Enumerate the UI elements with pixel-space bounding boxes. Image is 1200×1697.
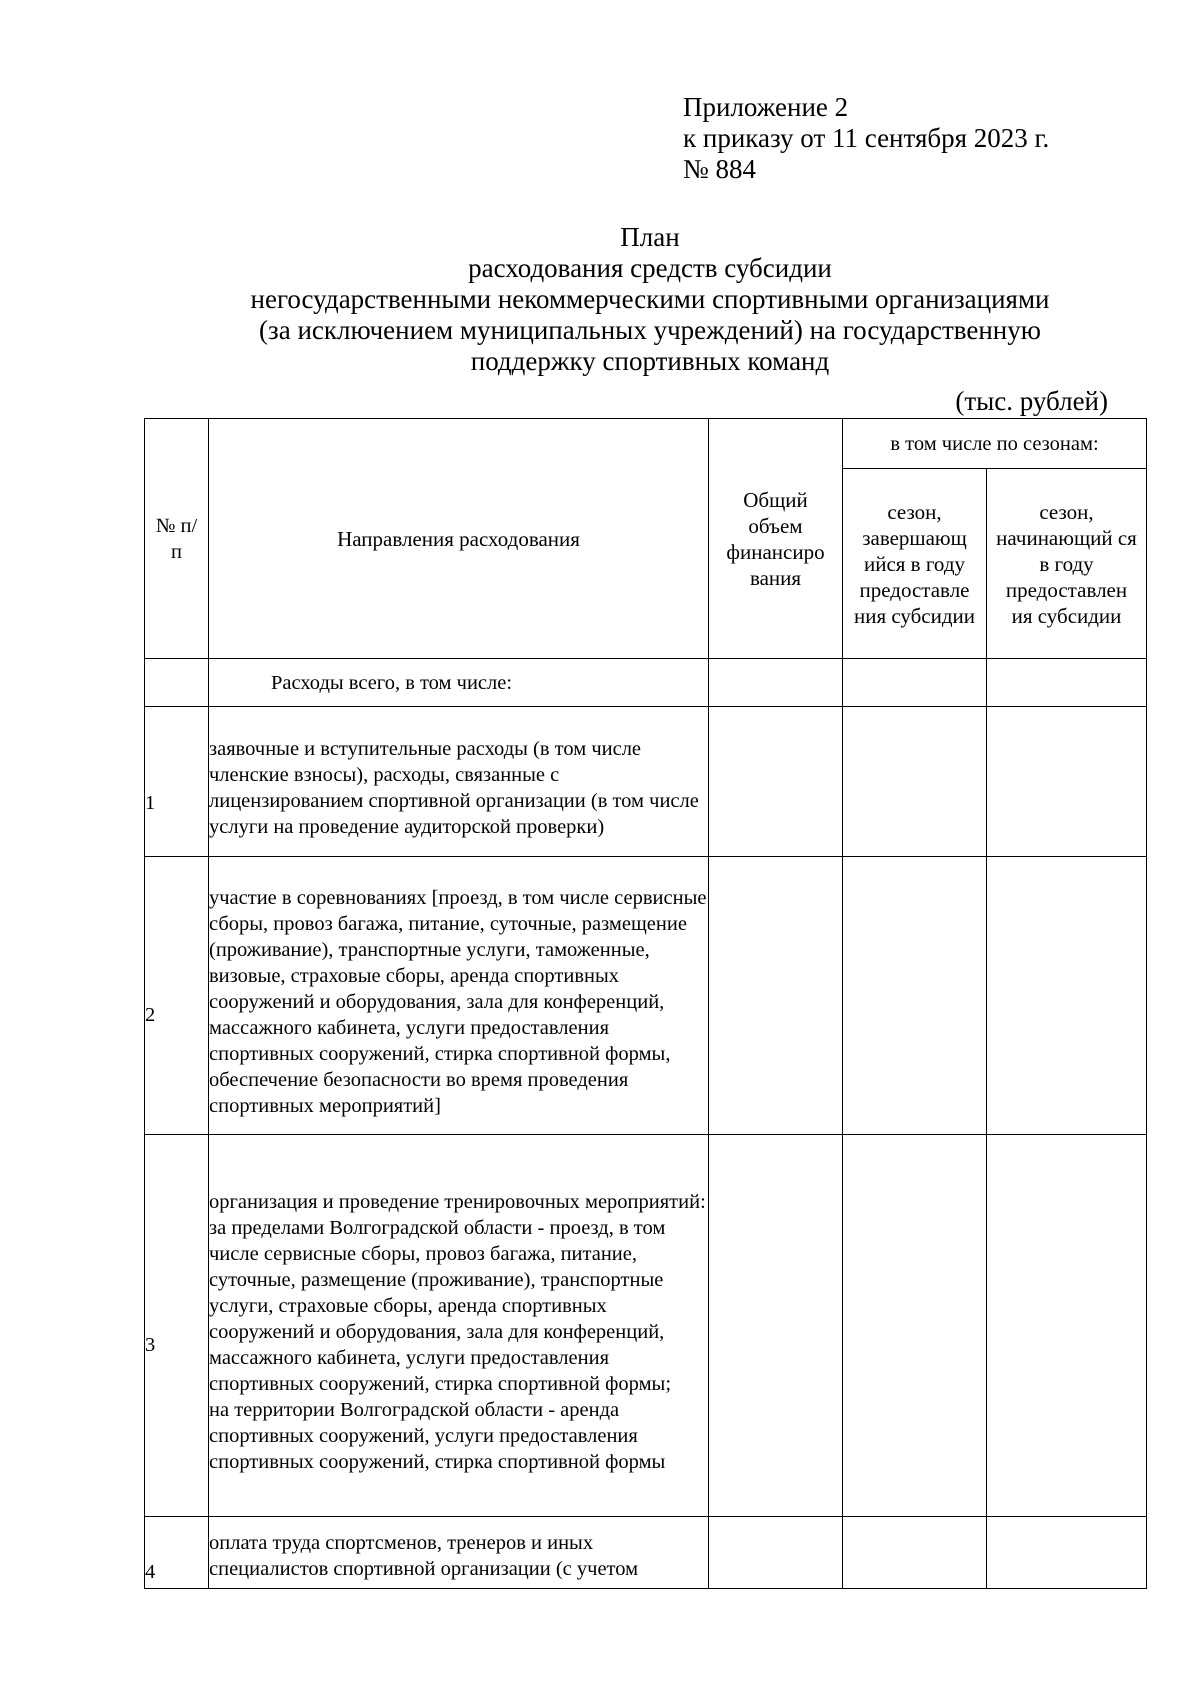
- total-amount-cell: [709, 659, 843, 707]
- title-line-4: (за исключением муниципальных учреждений) на государственную: [259, 315, 1041, 345]
- appendix-title: Приложение 2: [683, 92, 849, 122]
- row-number: 2: [145, 857, 209, 1135]
- appendix-block: [683, 92, 1049, 185]
- table-row: [145, 707, 1147, 857]
- row-amount-cell: [709, 1517, 843, 1589]
- header-seasons: в том числе по сезонам:: [843, 419, 1147, 469]
- row-season-ending-cell: [843, 1135, 987, 1517]
- row-season-starting-cell: [987, 857, 1147, 1135]
- total-label: Расходы всего, в том числе:: [209, 659, 709, 707]
- header-num: № п/п: [145, 419, 209, 659]
- row-season-ending-cell: [843, 857, 987, 1135]
- row-season-ending-cell: [843, 1517, 987, 1589]
- row-direction: оплата труда спортсменов, тренеров и иных специалистов спортивной организации (с учетом: [209, 1517, 709, 1589]
- row-direction-part-1: организация и проведение тренировочных мероприятий:: [209, 1190, 706, 1213]
- row-season-starting-cell: [987, 1135, 1147, 1517]
- appendix-order-number: № 884: [683, 154, 757, 184]
- row-season-starting-cell: [987, 1517, 1147, 1589]
- document-title: [200, 222, 1100, 377]
- row-direction: участие в соревнованиях [проезд, в том числе сервисные сборы, провоз багажа, питание, суточные, размещение (проживание), транспортные услуги, таможенные, визовые, страховые сборы, аренда спортивных сооружений и оборудования, зала для конференций, массажного кабинета, услуги предоставления спортивных сооружений, стирка спортивной формы, обеспечение безопасности во время проведения спортивных мероприятий]: [209, 857, 709, 1135]
- row-amount-cell: [709, 707, 843, 857]
- expenditure-plan-table: [144, 418, 1147, 1589]
- table-row: [145, 1517, 1147, 1589]
- title-line-2: расходования средств субсидии: [468, 253, 832, 283]
- row-season-starting-cell: [987, 707, 1147, 857]
- title-line-3: негосударственными некоммерческими спортивными организациями: [250, 284, 1050, 314]
- row-season-ending-cell: [843, 707, 987, 857]
- row-direction: заявочные и вступительные расходы (в том числе членские взносы), расходы, связанные с лицензированием спортивной организации (в том числе услуги на проведение аудиторской проверки): [209, 707, 709, 857]
- table-row: [145, 857, 1147, 1135]
- table-row: [145, 1135, 1147, 1517]
- total-num-cell: [145, 659, 209, 707]
- title-line-5: поддержку спортивных команд: [470, 346, 830, 376]
- row-direction-part-3: на территории Волгоградской области - аренда спортивных сооружений, услуги предоставления спортивных сооружений, стирка спортивной формы: [209, 1398, 666, 1473]
- header-season-ending: сезон, завершающ ийся в году предоставле ния субсидии: [843, 469, 987, 659]
- title-line-1: План: [620, 222, 680, 252]
- row-direction: [209, 1135, 709, 1517]
- units-label: (тыс. рублей): [955, 386, 1108, 416]
- table-row-total: [145, 659, 1147, 707]
- total-season-starting-cell: [987, 659, 1147, 707]
- table-header-row-1: [145, 419, 1147, 469]
- header-direction: Направления расходования: [209, 419, 709, 659]
- total-season-ending-cell: [843, 659, 987, 707]
- row-number: 1: [145, 707, 209, 857]
- header-season-starting: сезон, начинающий ся в году предоставлен ия субсидии: [987, 469, 1147, 659]
- row-direction-part-2: за пределами Волгоградской области - проезд, в том числе сервисные сборы, провоз багажа, питание, суточные, размещение (проживание), транспортные услуги, страховые сборы, аренда спортивных сооружений и оборудования, зала для конференций, массажного кабинета, услуги предоставления спортивных сооружений, стирка спортивной формы;: [209, 1216, 672, 1395]
- appendix-order-date: к приказу от 11 сентября 2023 г.: [683, 123, 1050, 153]
- row-number: 3: [145, 1135, 209, 1517]
- row-amount-cell: [709, 857, 843, 1135]
- row-number: 4: [145, 1517, 209, 1589]
- header-total: Общий объем финансиро вания: [709, 419, 843, 659]
- row-amount-cell: [709, 1135, 843, 1517]
